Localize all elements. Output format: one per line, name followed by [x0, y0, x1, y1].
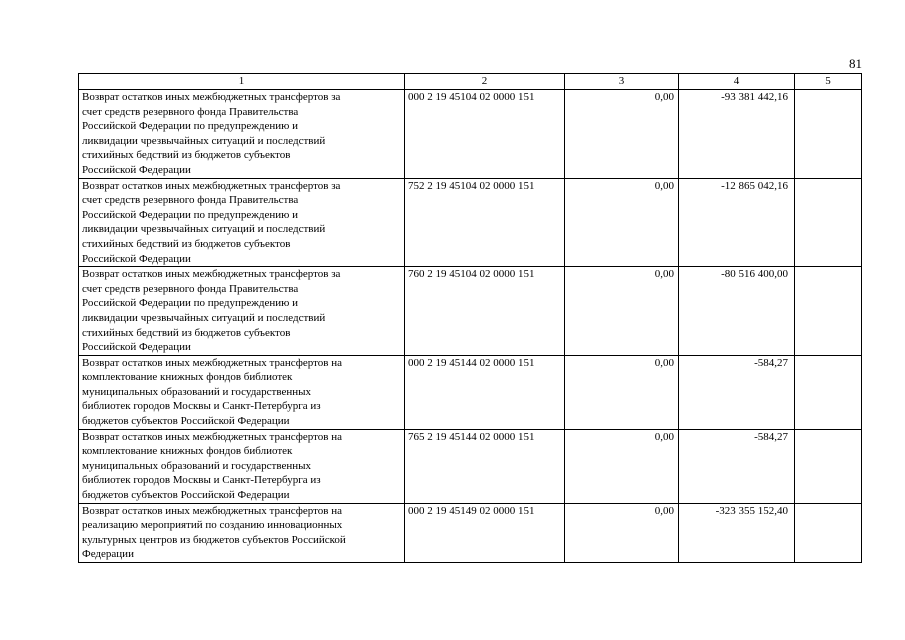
row-col3-value: 0,00	[565, 90, 679, 179]
row-col5-value	[795, 178, 862, 267]
row-col5-value	[795, 267, 862, 356]
table-row	[79, 178, 862, 267]
table-header-row	[79, 74, 862, 90]
row-name: Возврат остатков иных межбюджетных трансфертов за счет средств резервного фонда Правительства Российской Федерации по предупреждению и ликвидации чрезвычайных ситуаций и последствий стихийных бедствий из бюджетов субъектов Российской Федерации	[79, 178, 405, 267]
row-col3-value: 0,00	[565, 178, 679, 267]
page-number: 81	[849, 56, 862, 71]
row-col4-value: -80 516 400,00	[679, 267, 795, 356]
column-header-1: 1	[79, 74, 405, 90]
row-name: Возврат остатков иных межбюджетных трансфертов за счет средств резервного фонда Правительства Российской Федерации по предупреждению и ликвидации чрезвычайных ситуаций и последствий стихийных бедствий из бюджетов субъектов Российской Федерации	[79, 267, 405, 356]
row-name: Возврат остатков иных межбюджетных трансфертов на реализацию мероприятий по созданию инновационных культурных центров из бюджетов субъектов Российской Федерации	[79, 503, 405, 562]
column-header-4: 4	[679, 74, 795, 90]
row-code: 765 2 19 45144 02 0000 151	[405, 429, 565, 503]
row-name: Возврат остатков иных межбюджетных трансфертов на комплектование книжных фондов библиотек муниципальных образований и государственных библиотек городов Москвы и Санкт-Петербурга из бюджетов субъектов Российской Федерации	[79, 429, 405, 503]
row-col5-value	[795, 429, 862, 503]
row-col5-value	[795, 503, 862, 562]
row-code: 000 2 19 45144 02 0000 151	[405, 355, 565, 429]
row-col3-value: 0,00	[565, 503, 679, 562]
row-code: 752 2 19 45104 02 0000 151	[405, 178, 565, 267]
table-row	[79, 355, 862, 429]
row-code: 000 2 19 45149 02 0000 151	[405, 503, 565, 562]
row-col4-value: -93 381 442,16	[679, 90, 795, 179]
row-name: Возврат остатков иных межбюджетных трансфертов на комплектование книжных фондов библиотек муниципальных образований и государственных библиотек городов Москвы и Санкт-Петербурга из бюджетов субъектов Российской Федерации	[79, 355, 405, 429]
column-header-3: 3	[565, 74, 679, 90]
row-code: 000 2 19 45104 02 0000 151	[405, 90, 565, 179]
row-col5-value	[795, 355, 862, 429]
column-header-5: 5	[795, 74, 862, 90]
row-name: Возврат остатков иных межбюджетных трансфертов за счет средств резервного фонда Правительства Российской Федерации по предупреждению и ликвидации чрезвычайных ситуаций и последствий стихийных бедствий из бюджетов субъектов Российской Федерации	[79, 90, 405, 179]
column-header-2: 2	[405, 74, 565, 90]
row-col3-value: 0,00	[565, 355, 679, 429]
row-col5-value	[795, 90, 862, 179]
row-col3-value: 0,00	[565, 429, 679, 503]
row-col3-value: 0,00	[565, 267, 679, 356]
row-col4-value: -323 355 152,40	[679, 503, 795, 562]
row-col4-value: -584,27	[679, 355, 795, 429]
table-row	[79, 267, 862, 356]
table-row	[79, 429, 862, 503]
table-row	[79, 503, 862, 562]
budget-table	[78, 73, 862, 563]
row-code: 760 2 19 45104 02 0000 151	[405, 267, 565, 356]
row-col4-value: -12 865 042,16	[679, 178, 795, 267]
row-col4-value: -584,27	[679, 429, 795, 503]
table-row	[79, 90, 862, 179]
